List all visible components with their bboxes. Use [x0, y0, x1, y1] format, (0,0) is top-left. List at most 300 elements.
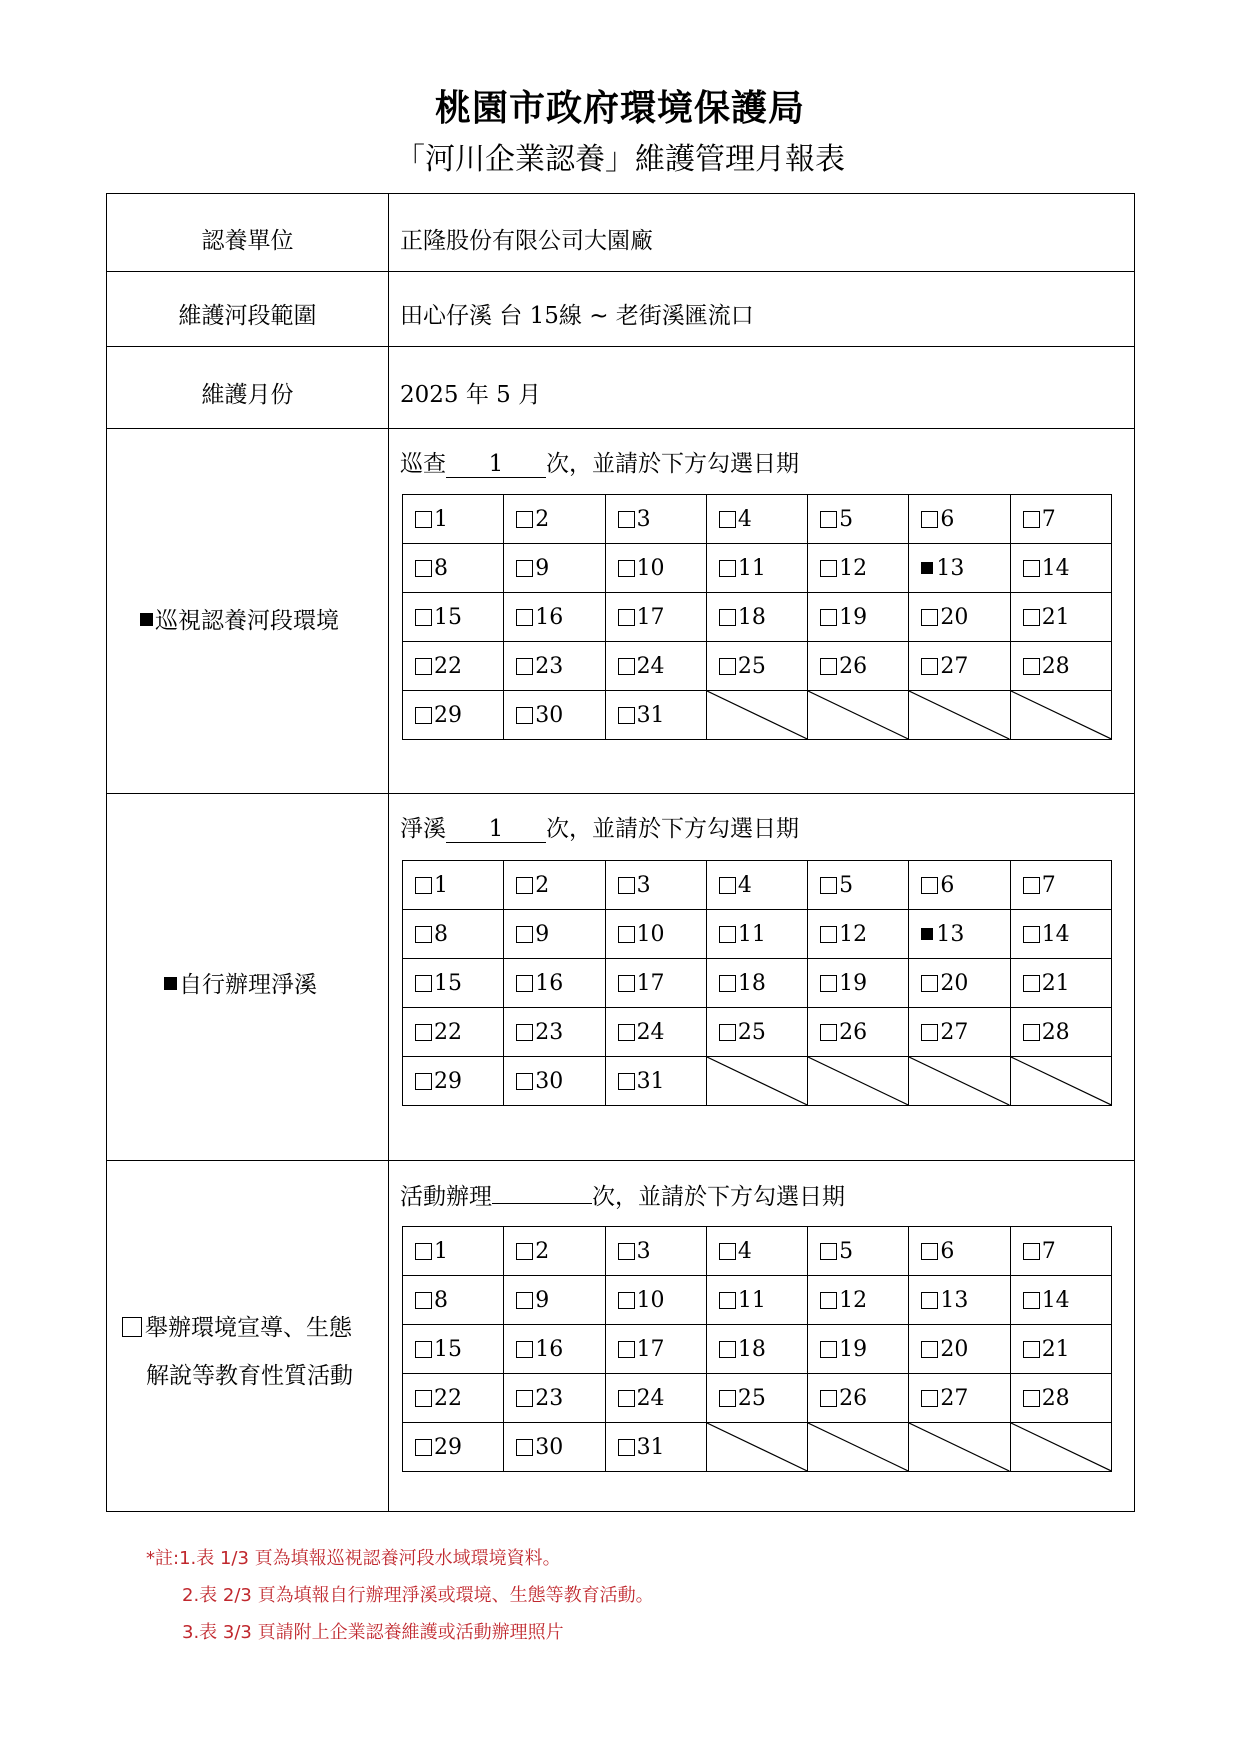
checkbox-icon[interactable]	[719, 560, 736, 577]
checkbox-icon[interactable]	[820, 609, 837, 626]
checkbox-icon[interactable]	[921, 1024, 938, 1041]
checkbox-icon[interactable]	[719, 877, 736, 894]
checkbox-icon[interactable]	[516, 658, 533, 675]
day-cell[interactable]	[403, 593, 504, 642]
day-cell[interactable]	[909, 910, 1010, 959]
day-cell[interactable]	[504, 1057, 605, 1106]
day-cell[interactable]	[706, 959, 807, 1008]
day-cell[interactable]	[605, 495, 706, 544]
day-label: 30	[535, 702, 564, 728]
day-cell[interactable]	[909, 544, 1010, 593]
checkbox-icon[interactable]	[719, 1292, 736, 1309]
day-cell[interactable]	[808, 910, 909, 959]
calendar-row	[403, 910, 1112, 959]
row-divider	[106, 1160, 1135, 1161]
section-3-checkbox[interactable]	[122, 1317, 142, 1337]
day-label: 16	[535, 604, 564, 630]
day-cell[interactable]	[504, 593, 605, 642]
checkbox-icon[interactable]	[618, 877, 635, 894]
day-cell[interactable]	[504, 1227, 605, 1276]
day-cell[interactable]	[706, 593, 807, 642]
day-cell[interactable]	[1010, 1325, 1111, 1374]
day-cell[interactable]	[808, 495, 909, 544]
checkbox-icon[interactable]	[820, 1341, 837, 1358]
day-cell[interactable]	[808, 1325, 909, 1374]
checkbox-icon[interactable]	[820, 1024, 837, 1041]
day-label: 28	[1041, 1019, 1070, 1045]
empty-cell	[808, 1423, 909, 1472]
day-cell[interactable]	[1010, 544, 1111, 593]
calendar-row	[403, 1227, 1112, 1276]
day-cell[interactable]	[403, 1276, 504, 1325]
note-1: *註:1.表 1/3 頁為填報巡視認養河段水域環境資料。	[146, 1548, 561, 1569]
day-label: 18	[737, 1336, 766, 1362]
checkbox-icon[interactable]	[415, 560, 432, 577]
day-cell[interactable]	[605, 642, 706, 691]
day-cell[interactable]	[403, 495, 504, 544]
checkbox-icon[interactable]	[516, 1292, 533, 1309]
day-cell[interactable]	[504, 1008, 605, 1057]
checkbox-icon[interactable]	[415, 1341, 432, 1358]
day-label: 23	[535, 653, 564, 679]
checked-box-icon[interactable]	[921, 928, 933, 940]
day-cell[interactable]	[403, 1227, 504, 1276]
checkbox-icon[interactable]	[516, 1390, 533, 1407]
section-1-count[interactable]: 1	[446, 452, 546, 478]
day-cell[interactable]	[605, 1227, 706, 1276]
checkbox-icon[interactable]	[415, 511, 432, 528]
day-cell[interactable]	[706, 1227, 807, 1276]
calendar-row	[403, 593, 1112, 642]
day-label: 22	[434, 1385, 462, 1411]
empty-cell	[909, 1057, 1010, 1106]
calendar-row	[403, 1276, 1112, 1325]
day-label: 1	[434, 872, 448, 898]
day-cell[interactable]	[909, 1374, 1010, 1423]
checkbox-icon[interactable]	[1023, 1292, 1040, 1309]
diagonal-slash-icon	[707, 1423, 807, 1471]
day-label: 31	[636, 1434, 665, 1460]
day-cell[interactable]	[808, 861, 909, 910]
day-label: 8	[434, 555, 448, 581]
day-cell[interactable]	[909, 1008, 1010, 1057]
checkbox-icon[interactable]	[618, 707, 635, 724]
day-cell[interactable]	[706, 1374, 807, 1423]
day-label: 21	[1041, 970, 1070, 996]
checkbox-icon[interactable]	[921, 511, 938, 528]
checkbox-icon[interactable]	[719, 926, 736, 943]
range-value-num: 15	[529, 303, 559, 329]
day-cell[interactable]	[403, 1008, 504, 1057]
day-label: 25	[737, 1019, 766, 1045]
day-label: 9	[535, 1287, 550, 1313]
checkbox-icon[interactable]	[618, 658, 635, 675]
day-cell[interactable]	[504, 1423, 605, 1472]
day-label: 17	[636, 604, 665, 630]
month-year: 2025	[400, 382, 459, 408]
checkbox-icon[interactable]	[921, 1292, 938, 1309]
day-label: 21	[1041, 1336, 1070, 1362]
day-cell[interactable]	[504, 642, 605, 691]
day-label: 18	[737, 604, 766, 630]
calendar-row	[403, 959, 1112, 1008]
checkbox-icon[interactable]	[415, 658, 432, 675]
day-cell[interactable]	[909, 495, 1010, 544]
day-label: 12	[839, 1287, 868, 1313]
checkbox-icon[interactable]	[820, 877, 837, 894]
checkbox-icon[interactable]	[719, 1390, 736, 1407]
checkbox-icon[interactable]	[415, 926, 432, 943]
calendar-row	[403, 495, 1112, 544]
empty-cell	[909, 691, 1010, 740]
note-2: 2.表 2/3 頁為填報自行辦理淨溪或環境、生態等教育活動。	[182, 1585, 654, 1606]
day-cell[interactable]	[1010, 593, 1111, 642]
checked-box-icon[interactable]	[921, 562, 933, 574]
checkbox-icon[interactable]	[1023, 1341, 1040, 1358]
month-value	[400, 376, 541, 409]
day-label: 3	[636, 1238, 651, 1264]
day-label: 30	[535, 1068, 564, 1094]
day-cell[interactable]	[403, 1325, 504, 1374]
day-cell[interactable]	[808, 642, 909, 691]
checkbox-icon[interactable]	[719, 1243, 736, 1260]
day-cell[interactable]	[605, 959, 706, 1008]
day-label: 19	[839, 604, 868, 630]
day-label: 14	[1041, 921, 1070, 947]
day-cell[interactable]	[403, 1374, 504, 1423]
checkbox-icon[interactable]	[415, 877, 432, 894]
day-cell[interactable]	[706, 642, 807, 691]
diagonal-slash-icon	[1011, 691, 1111, 739]
checkbox-icon[interactable]	[1023, 609, 1040, 626]
day-label: 25	[737, 1385, 766, 1411]
day-cell[interactable]	[1010, 910, 1111, 959]
day-cell[interactable]	[808, 1276, 909, 1325]
checkbox-icon[interactable]	[415, 1292, 432, 1309]
section-2-checkbox[interactable]	[164, 977, 177, 990]
section-1-checkbox[interactable]	[140, 613, 153, 626]
day-cell[interactable]	[909, 1227, 1010, 1276]
checkbox-icon[interactable]	[618, 511, 635, 528]
checkbox-icon[interactable]	[516, 1341, 533, 1358]
checkbox-icon[interactable]	[719, 511, 736, 528]
checkbox-icon[interactable]	[516, 1243, 533, 1260]
day-label: 16	[535, 1336, 564, 1362]
day-cell[interactable]	[403, 910, 504, 959]
day-label: 23	[535, 1385, 564, 1411]
day-cell[interactable]	[403, 1057, 504, 1106]
day-label: 18	[737, 970, 766, 996]
column-divider	[388, 193, 389, 1512]
day-label: 26	[839, 1019, 868, 1045]
day-cell[interactable]	[808, 544, 909, 593]
checkbox-icon[interactable]	[1023, 877, 1040, 894]
day-cell[interactable]	[808, 959, 909, 1008]
day-label: 12	[839, 555, 868, 581]
calendar-row	[403, 1374, 1112, 1423]
day-cell[interactable]	[909, 1325, 1010, 1374]
day-label: 2	[535, 506, 550, 532]
range-value-prefix: 田心仔溪 台	[400, 303, 523, 329]
day-cell[interactable]	[403, 544, 504, 593]
day-cell[interactable]	[909, 959, 1010, 1008]
diagonal-slash-icon	[808, 1057, 908, 1105]
checkbox-icon[interactable]	[1023, 1024, 1040, 1041]
diagonal-slash-icon	[909, 1423, 1009, 1471]
day-cell[interactable]	[403, 959, 504, 1008]
empty-cell	[706, 1057, 807, 1106]
day-cell[interactable]	[1010, 861, 1111, 910]
day-label: 29	[434, 1068, 462, 1094]
day-cell[interactable]	[706, 910, 807, 959]
day-cell[interactable]	[1010, 1008, 1111, 1057]
empty-cell	[909, 1423, 1010, 1472]
checkbox-icon[interactable]	[618, 1292, 635, 1309]
day-cell[interactable]	[605, 1008, 706, 1057]
checkbox-icon[interactable]	[516, 1439, 533, 1456]
diagonal-slash-icon	[808, 691, 908, 739]
day-cell[interactable]	[403, 691, 504, 740]
day-label: 3	[636, 872, 651, 898]
notes	[146, 1540, 654, 1651]
day-cell[interactable]	[504, 691, 605, 740]
checkbox-icon[interactable]	[618, 560, 635, 577]
day-label: 4	[737, 872, 752, 898]
day-cell[interactable]	[504, 544, 605, 593]
day-label: 20	[940, 970, 969, 996]
day-label: 31	[636, 702, 665, 728]
day-cell[interactable]	[504, 1374, 605, 1423]
empty-cell	[706, 1423, 807, 1472]
day-cell[interactable]	[605, 1057, 706, 1106]
checkbox-icon[interactable]	[618, 1024, 635, 1041]
day-cell[interactable]	[1010, 1276, 1111, 1325]
checkbox-icon[interactable]	[618, 926, 635, 943]
checkbox-icon[interactable]	[719, 609, 736, 626]
day-label: 19	[839, 1336, 868, 1362]
checkbox-icon[interactable]	[516, 707, 533, 724]
calendar-row	[403, 544, 1112, 593]
diagonal-slash-icon	[707, 691, 807, 739]
day-label: 1	[434, 506, 448, 532]
checkbox-icon[interactable]	[516, 975, 533, 992]
day-label: 4	[737, 506, 752, 532]
day-label: 9	[535, 555, 550, 581]
day-cell[interactable]	[706, 861, 807, 910]
day-cell[interactable]	[909, 1276, 1010, 1325]
checkbox-icon[interactable]	[618, 1341, 635, 1358]
day-cell[interactable]	[504, 1276, 605, 1325]
day-cell[interactable]	[909, 642, 1010, 691]
checkbox-icon[interactable]	[921, 1341, 938, 1358]
month-year-unit: 年	[465, 382, 489, 408]
day-cell[interactable]	[605, 1276, 706, 1325]
day-label: 22	[434, 653, 462, 679]
day-cell[interactable]	[504, 910, 605, 959]
day-cell[interactable]	[605, 1423, 706, 1472]
checkbox-icon[interactable]	[921, 609, 938, 626]
day-cell[interactable]	[909, 593, 1010, 642]
day-label: 15	[434, 1336, 462, 1362]
day-cell[interactable]	[605, 1374, 706, 1423]
section-2-count[interactable]: 1	[446, 817, 546, 843]
checkbox-icon[interactable]	[415, 1024, 432, 1041]
day-cell[interactable]	[403, 1423, 504, 1472]
checkbox-icon[interactable]	[820, 1292, 837, 1309]
checkbox-icon[interactable]	[516, 609, 533, 626]
checkbox-icon[interactable]	[415, 707, 432, 724]
calendar-row	[403, 1057, 1112, 1106]
checkbox-icon[interactable]	[618, 1243, 635, 1260]
section-3-calendar	[402, 1226, 1112, 1472]
day-label: 17	[636, 1336, 665, 1362]
checkbox-icon[interactable]	[618, 1390, 635, 1407]
range-value	[400, 297, 754, 330]
day-cell[interactable]	[605, 691, 706, 740]
checkbox-icon[interactable]	[1023, 560, 1040, 577]
day-label: 10	[636, 555, 665, 581]
checkbox-icon[interactable]	[516, 1073, 533, 1090]
month-label: 維護月份	[201, 382, 294, 408]
day-label: 23	[535, 1019, 564, 1045]
checkbox-icon[interactable]	[1023, 1243, 1040, 1260]
day-cell[interactable]	[504, 495, 605, 544]
day-cell[interactable]	[504, 1325, 605, 1374]
checkbox-icon[interactable]	[415, 609, 432, 626]
day-cell[interactable]	[1010, 642, 1111, 691]
calendar-row	[403, 642, 1112, 691]
day-cell[interactable]	[605, 593, 706, 642]
checkbox-icon[interactable]	[820, 1243, 837, 1260]
checkbox-icon[interactable]	[921, 877, 938, 894]
day-cell[interactable]	[706, 544, 807, 593]
checkbox-icon[interactable]	[1023, 658, 1040, 675]
day-label: 22	[434, 1019, 462, 1045]
note-3: 3.表 3/3 頁請附上企業認養維護或活動辦理照片	[182, 1622, 564, 1643]
day-cell[interactable]	[1010, 1227, 1111, 1276]
checkbox-icon[interactable]	[415, 1073, 432, 1090]
empty-cell	[1010, 1057, 1111, 1106]
day-label: 21	[1041, 604, 1070, 630]
day-cell[interactable]	[706, 1276, 807, 1325]
day-cell[interactable]	[1010, 495, 1111, 544]
checkbox-icon[interactable]	[618, 975, 635, 992]
day-cell[interactable]	[706, 1008, 807, 1057]
calendar-row	[403, 1423, 1112, 1472]
checkbox-icon[interactable]	[516, 560, 533, 577]
day-cell[interactable]	[605, 1325, 706, 1374]
day-cell[interactable]	[403, 642, 504, 691]
day-cell[interactable]	[403, 861, 504, 910]
checkbox-icon[interactable]	[415, 1243, 432, 1260]
checkbox-icon[interactable]	[921, 658, 938, 675]
day-cell[interactable]	[808, 1227, 909, 1276]
checkbox-icon[interactable]	[820, 560, 837, 577]
checkbox-icon[interactable]	[820, 926, 837, 943]
checkbox-icon[interactable]	[820, 975, 837, 992]
day-cell[interactable]	[808, 593, 909, 642]
checkbox-icon[interactable]	[1023, 926, 1040, 943]
day-label: 15	[434, 970, 462, 996]
day-label: 19	[839, 970, 868, 996]
day-label: 13	[936, 921, 965, 947]
checkbox-icon[interactable]	[1023, 511, 1040, 528]
checkbox-icon[interactable]	[516, 877, 533, 894]
checkbox-icon[interactable]	[1023, 975, 1040, 992]
checkbox-icon[interactable]	[516, 1024, 533, 1041]
day-cell[interactable]	[605, 544, 706, 593]
day-cell[interactable]	[808, 1374, 909, 1423]
checkbox-icon[interactable]	[618, 1073, 635, 1090]
day-label: 27	[940, 1385, 969, 1411]
checkbox-icon[interactable]	[921, 975, 938, 992]
day-label: 14	[1041, 555, 1070, 581]
day-label: 24	[636, 1019, 665, 1045]
checkbox-icon[interactable]	[516, 926, 533, 943]
day-label: 8	[434, 1287, 448, 1313]
row-divider	[106, 793, 1135, 794]
day-cell[interactable]	[909, 861, 1010, 910]
checkbox-icon[interactable]	[719, 975, 736, 992]
checkbox-icon[interactable]	[415, 1390, 432, 1407]
day-cell[interactable]	[1010, 1374, 1111, 1423]
checkbox-icon[interactable]	[719, 1024, 736, 1041]
day-label: 24	[636, 1385, 665, 1411]
row-divider	[106, 428, 1135, 429]
diagonal-slash-icon	[808, 1423, 908, 1471]
checkbox-icon[interactable]	[1023, 1390, 1040, 1407]
empty-cell	[1010, 1423, 1111, 1472]
checkbox-icon[interactable]	[618, 609, 635, 626]
section-3-count[interactable]	[492, 1177, 592, 1204]
checkbox-icon[interactable]	[820, 511, 837, 528]
month-unit: 月	[518, 382, 542, 408]
checkbox-icon[interactable]	[415, 1439, 432, 1456]
day-label: 26	[839, 1385, 868, 1411]
day-cell[interactable]	[808, 1008, 909, 1057]
checkbox-icon[interactable]	[415, 975, 432, 992]
checkbox-icon[interactable]	[618, 1439, 635, 1456]
checkbox-icon[interactable]	[820, 1390, 837, 1407]
row-divider	[106, 271, 1135, 272]
day-cell[interactable]	[504, 861, 605, 910]
day-cell[interactable]	[706, 1325, 807, 1374]
checkbox-icon[interactable]	[516, 511, 533, 528]
day-cell[interactable]	[504, 959, 605, 1008]
day-label: 29	[434, 702, 462, 728]
day-label: 16	[535, 970, 564, 996]
checkbox-icon[interactable]	[719, 658, 736, 675]
checkbox-icon[interactable]	[921, 1390, 938, 1407]
day-cell[interactable]	[1010, 959, 1111, 1008]
day-label: 6	[940, 872, 955, 898]
checkbox-icon[interactable]	[921, 1243, 938, 1260]
empty-cell	[706, 691, 807, 740]
diagonal-slash-icon	[909, 691, 1009, 739]
calendar-row	[403, 1325, 1112, 1374]
day-cell[interactable]	[706, 495, 807, 544]
month-num: 5	[496, 382, 511, 408]
day-label: 6	[940, 1238, 955, 1264]
day-cell[interactable]	[605, 861, 706, 910]
day-label: 20	[940, 604, 969, 630]
checkbox-icon[interactable]	[719, 1341, 736, 1358]
day-label: 7	[1041, 872, 1056, 898]
day-cell[interactable]	[605, 910, 706, 959]
checkbox-icon[interactable]	[820, 658, 837, 675]
day-label: 12	[839, 921, 868, 947]
day-label: 26	[839, 653, 868, 679]
